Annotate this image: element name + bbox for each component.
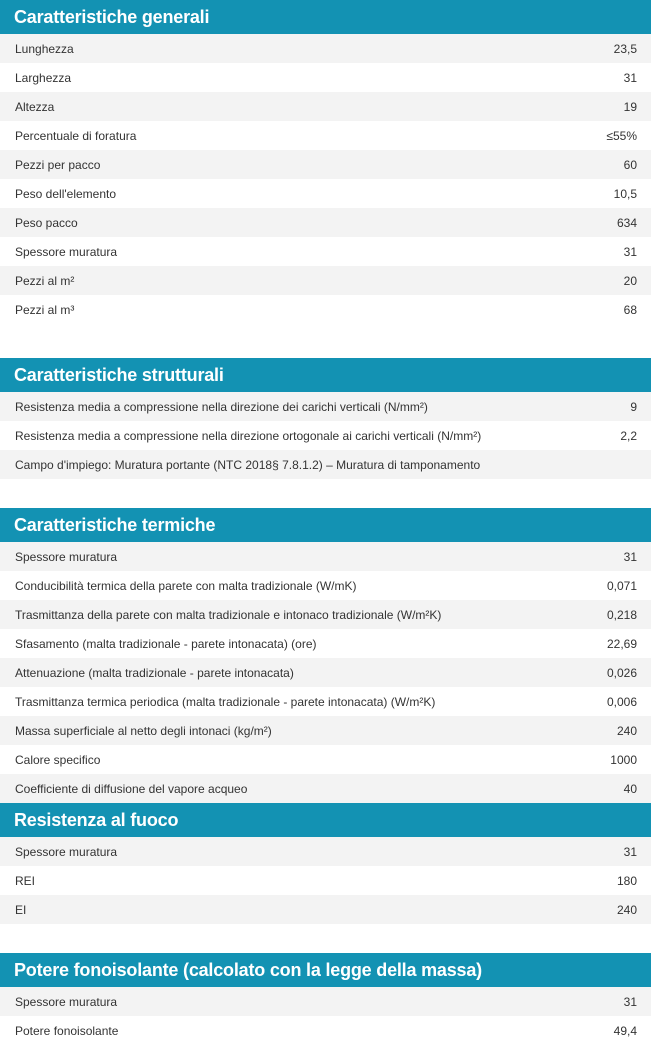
- spec-row: [0, 1016, 651, 1045]
- spec-row: [0, 571, 651, 600]
- spec-label: Conducibilità termica della parete con malta tradizionale (W/mK): [15, 578, 357, 593]
- spec-table: [0, 34, 651, 324]
- spec-row: [0, 208, 651, 237]
- spec-value: 9: [630, 399, 637, 414]
- spec-label: Spessore muratura: [15, 549, 118, 564]
- spec-label: Altezza: [15, 99, 55, 114]
- section-title: Potere fonoisolante (calcolato con la legge della massa): [0, 953, 651, 987]
- spec-value: 68: [623, 302, 637, 317]
- spec-row: [0, 866, 651, 895]
- spec-label: Percentuale di foratura: [15, 128, 137, 143]
- spec-row: [0, 542, 651, 571]
- spec-label: Pezzi al m²: [15, 273, 75, 288]
- spec-value: 22,69: [606, 636, 637, 651]
- spec-value: 240: [616, 902, 637, 917]
- spec-label: Attenuazione (malta tradizionale - parete intonacata): [15, 665, 294, 680]
- spec-label: EI: [15, 902, 27, 917]
- spec-row: [0, 450, 651, 479]
- spec-table: [0, 987, 651, 1045]
- spec-table: [0, 837, 651, 924]
- spec-row: [0, 179, 651, 208]
- spec-row: [0, 600, 651, 629]
- spec-label: Massa superficiale al netto degli intonaci (kg/m²): [15, 723, 272, 738]
- spec-label: Trasmittanza della parete con malta tradizionale e intonaco tradizionale (W/m²K): [15, 607, 442, 622]
- spec-row: [0, 421, 651, 450]
- spec-value: 1000: [610, 752, 637, 767]
- spec-value: 634: [616, 215, 637, 230]
- spec-row: [0, 837, 651, 866]
- spec-value: ≤55%: [606, 128, 637, 143]
- section-title: Caratteristiche strutturali: [0, 358, 651, 392]
- section-title: Caratteristiche generali: [0, 0, 651, 34]
- spec-section: [0, 508, 651, 803]
- spec-value: 0,071: [606, 578, 637, 593]
- spec-label: Peso dell'elemento: [15, 186, 117, 201]
- spec-row: [0, 392, 651, 421]
- spec-value: 31: [623, 549, 637, 564]
- spec-label: Larghezza: [15, 70, 72, 85]
- spec-value: 20: [623, 273, 637, 288]
- spec-label: Pezzi per pacco: [15, 157, 101, 172]
- spec-value: 40: [623, 781, 637, 796]
- spec-row: [0, 745, 651, 774]
- spec-label: Potere fonoisolante: [15, 1023, 119, 1038]
- spec-label: Resistenza media a compressione nella direzione dei carichi verticali (N/mm²): [15, 399, 428, 414]
- spec-value: 2,2: [620, 428, 637, 443]
- spec-row: [0, 774, 651, 803]
- spec-section: [0, 358, 651, 479]
- spec-value: 49,4: [613, 1023, 637, 1038]
- spec-value: 180: [616, 873, 637, 888]
- spec-label: Campo d'impiego: Muratura portante (NTC 2018§ 7.8.1.2) – Muratura di tamponamento: [15, 457, 481, 472]
- spec-row: [0, 629, 651, 658]
- spec-row: [0, 266, 651, 295]
- spec-label: Resistenza media a compressione nella direzione ortogonale ai carichi verticali (N/mm²): [15, 428, 482, 443]
- spec-section: [0, 953, 651, 1045]
- spec-label: Spessore muratura: [15, 844, 118, 859]
- spec-row: [0, 150, 651, 179]
- spec-value: 23,5: [613, 41, 637, 56]
- spec-label: Pezzi al m³: [15, 302, 75, 317]
- spec-value: 240: [616, 723, 637, 738]
- spec-label: Trasmittanza termica periodica (malta tradizionale - parete intonacata) (W/m²K): [15, 694, 436, 709]
- spec-label: Sfasamento (malta tradizionale - parete intonacata) (ore): [15, 636, 317, 651]
- section-title: Caratteristiche termiche: [0, 508, 651, 542]
- spec-value: 31: [623, 994, 637, 1009]
- spec-section: [0, 0, 651, 324]
- spec-label: Coefficiente di diffusione del vapore acqueo: [15, 781, 248, 796]
- spec-row: [0, 92, 651, 121]
- spec-row: [0, 237, 651, 266]
- spec-row: [0, 895, 651, 924]
- spec-section: [0, 803, 651, 924]
- spec-value: 31: [623, 244, 637, 259]
- spec-value: 0,218: [606, 607, 637, 622]
- spec-label: Peso pacco: [15, 215, 78, 230]
- spec-value: 0,006: [606, 694, 637, 709]
- spec-row: [0, 63, 651, 92]
- spec-row: [0, 295, 651, 324]
- spec-label: Spessore muratura: [15, 244, 118, 259]
- spec-value: 0,026: [606, 665, 637, 680]
- spec-row: [0, 687, 651, 716]
- spec-value: 60: [623, 157, 637, 172]
- spec-value: 19: [623, 99, 637, 114]
- spec-value: 31: [623, 70, 637, 85]
- spec-row: [0, 34, 651, 63]
- spec-row: [0, 121, 651, 150]
- spec-label: Spessore muratura: [15, 994, 118, 1009]
- spec-value: 31: [623, 844, 637, 859]
- spec-row: [0, 987, 651, 1016]
- spec-value: 10,5: [613, 186, 637, 201]
- spec-label: REI: [15, 873, 36, 888]
- spec-row: [0, 658, 651, 687]
- spec-label: Calore specifico: [15, 752, 101, 767]
- spec-row: [0, 716, 651, 745]
- spec-table: [0, 542, 651, 803]
- spec-table: [0, 392, 651, 479]
- spec-label: Lunghezza: [15, 41, 74, 56]
- section-title: Resistenza al fuoco: [0, 803, 651, 837]
